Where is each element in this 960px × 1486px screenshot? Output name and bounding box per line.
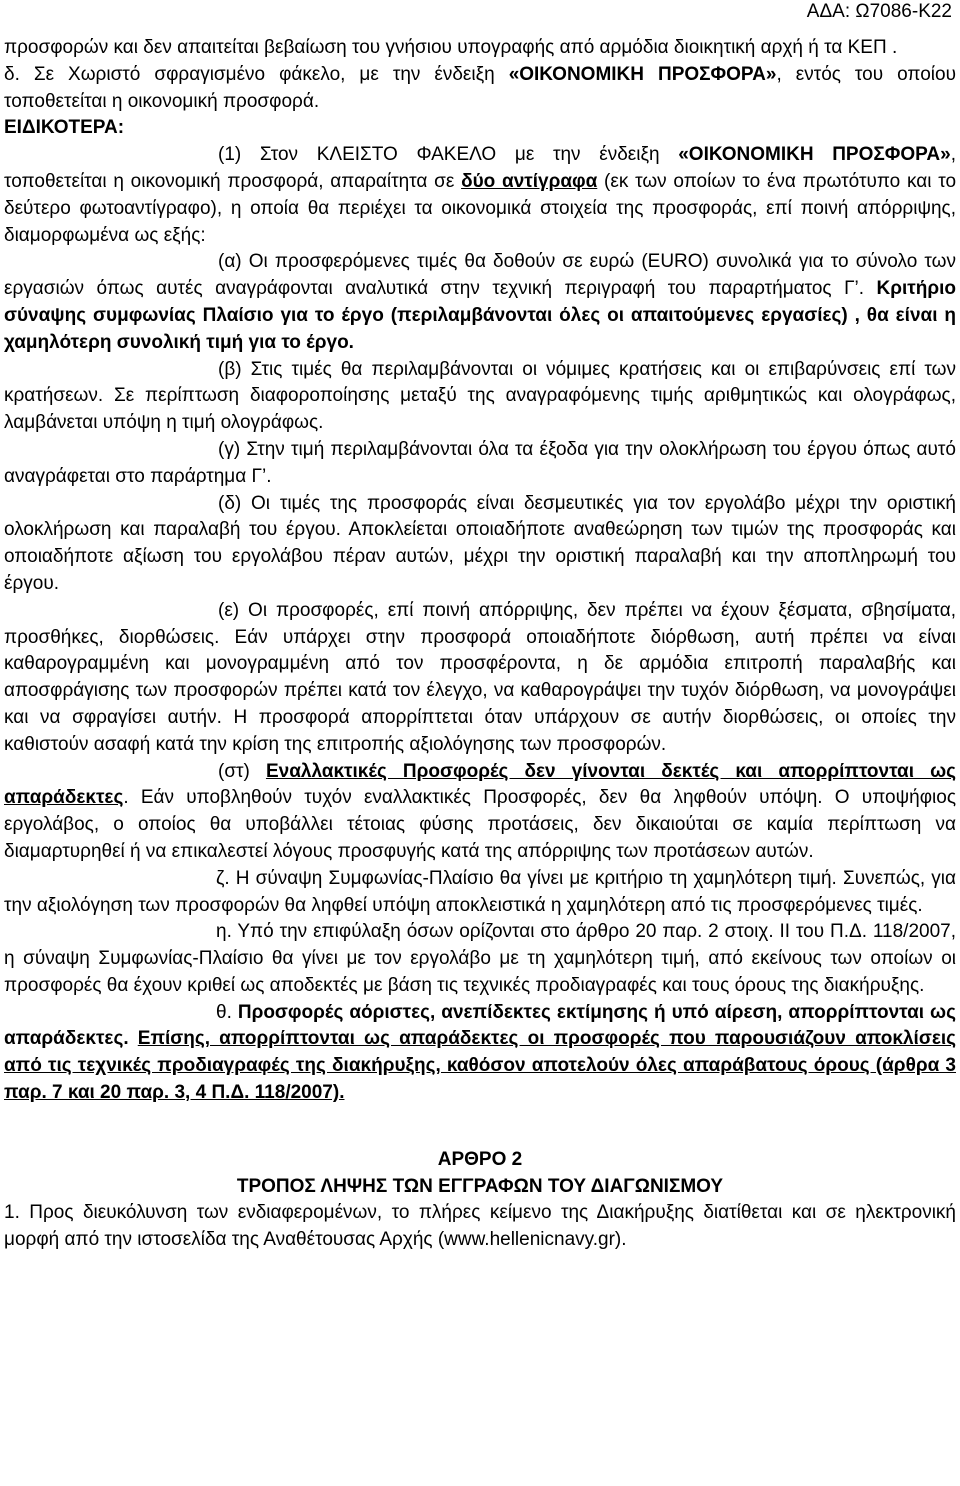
section-heading-eidikotera: ΕΙΔΙΚΟΤΕΡΑ: bbox=[4, 117, 125, 139]
document-body bbox=[4, 35, 956, 1254]
paragraph-1: (1) Στον ΚΛΕΙΣΤΟ ΦΑΚΕΛΟ με την ένδειξη «ΟΙΚΟΝΟΜΙΚΗ ΠΡΟΣΦΟΡΑ», τοποθετείται η οικονομική προσφορά, απαραίτητα σε δύο αντίγραφα (εκ των οποίων το ένα πρωτότυπο και το δεύτερο φωτοαντίγραφο), η οποία θα περιέχει τα οικονομικά στοιχεία της προσφοράς, επί ποινή απόρριψης, διαμορφωμένα ως εξής: bbox=[4, 144, 957, 246]
article-subtitle: ΤΡΟΠΟΣ ΛΗΨΗΣ ΤΩΝ ΕΓΓΡΑΦΩΝ ΤΟΥ ΔΙΑΓΩΝΙΣΜΟΥ bbox=[236, 1175, 724, 1197]
paragraph-h: η. Υπό την επιφύλαξη όσων ορίζονται στο άρθρο 20 παρ. 2 στοιχ. ΙΙ του Π.Δ. 118/2007, η σύναψη Συμφωνίας-Πλαίσιο θα γίνει με τον εργολάβο με τη χαμηλότερη τιμή, από εκείνους των οποίων οι προσφορές θα έχουν κριθεί ως αποδεκτές με βάση τις τεχνικές προδιαγραφές και τους όρους της διακήρυξης. bbox=[4, 921, 956, 996]
paragraph-a: (α) Οι προσφερόμενες τιμές θα δοθούν σε ευρώ (EURO) συνολικά για το σύνολο των εργασιών όπως αυτές αναγράφονται αναλυτικά στην τεχνική περιγραφή του παραρτήματος Γ’. Κριτήριο σύναψης συμφωνίας Πλαίσιο για το έργο (περιλαμβάνονται όλες οι απαιτούμενες εργασίες) , θα είναι η χαμηλότερη συνολική τιμή για το έργο. bbox=[4, 251, 956, 353]
paragraph-c: (γ) Στην τιμή περιλαμβάνονται όλα τα έξοδα για την ολοκλήρωση του έργου όπως αυτό αναγράφεται στο παράρτημα Γ’. bbox=[4, 438, 956, 487]
spacer bbox=[4, 1107, 956, 1147]
paragraph-e: (ε) Οι προσφορές, επί ποινή απόρριψης, δεν πρέπει να έχουν ξέσματα, σβησίματα, προσθήκες, διορθώσεις. Εάν υπάρχει στην προσφορά οποιαδήποτε διόρθωση, αυτή πρέπει να είναι καθαρογραμμένη και μονογραμμένη από τον προσφέροντα, η δε αρμόδια επιτροπή παραλαβής και αποσφράγισης των προσφορών πρέπει κατά τον έλεγχο, να καθαρογράψει την τυχόν διόρθωση, να μονογράψει και να σφραγίσει αυτήν. Η προσφορά απορρίπτεται όταν υπάρχουν σε αυτήν διορθώσεις, οι οποίες την καθιστούν ασαφή κατά την κρίση της επιτροπής αξιολόγησης των προσφορών. bbox=[4, 599, 956, 755]
paragraph-z: ζ. Η σύναψη Συμφωνίας-Πλαίσιο θα γίνει με κριτήριο τη χαμηλότερη τιμή. Συνεπώς, για την αξιολόγηση των προσφορών θα ληφθεί υπόψη αποκλειστικά η χαμηλότερη από τις προσφερόμενες τιμές. bbox=[4, 867, 956, 916]
ada-code: ΑΔΑ: Ω7086-Κ22 bbox=[806, 1, 952, 22]
article-title: ΑΡΘΡΟ 2 bbox=[437, 1148, 523, 1170]
paragraph-th: θ. Προσφορές αόριστες, ανεπίδεκτες εκτίμησης ή υπό αίρεση, απορρίπτονται ως απαράδεκτες. Επίσης, απορρίπτονται ως απαράδεκτες οι προσφορές που παρουσιάζουν αποκλίσεις από τις τεχνικές προδιαγραφές της διακήρυξης, καθόσον αποτελούν όλες απαράβατους όρους (άρθρα 3 παρ. 7 και 20 παρ. 3, 4 Π.Δ. 118/2007). bbox=[4, 1001, 956, 1104]
paragraph-delta: (δ) Οι τιμές της προσφοράς είναι δεσμευτικές για τον εργολάβο μέχρι την οριστική ολοκλήρωση και παραλαβή του έργου. Αποκλείεται οποιαδήποτε αναθεώρηση των τιμών της προσφοράς και οποιαδήποτε αξίωση του εργολάβου πέραν αυτών, μέχρι την οριστική παραλαβή και την αποπληρωμή του έργου. bbox=[4, 492, 956, 594]
paragraph-article2-1: 1. Προς διευκόλυνση των ενδιαφερομένων, το πλήρες κείμενο της Διακήρυξης διατίθεται και σε ηλεκτρονική μορφή από την ιστοσελίδα της Αναθέτουσας Αρχής (www.hellenicnavy.gr). bbox=[4, 1202, 956, 1251]
paragraph-d: δ. Σε Χωριστό σφραγισμένο φάκελο, με την ένδειξη «ΟΙΚΟΝΟΜΙΚΗ ΠΡΟΣΦΟΡΑ», εντός του οποίου τοποθετείται η οικονομική προσφορά. bbox=[4, 63, 956, 112]
paragraph-b: (β) Στις τιμές θα περιλαμβάνονται οι νόμιμες κρατήσεις και οι επιβαρύνσεις επί των κρατήσεων. Σε περίπτωση διαφοροποίησης μεταξύ της αναγραφόμενης τιμής αριθμητικώς και ολογράφως, λαμβάνεται υπόψη η τιμή ολογράφως. bbox=[4, 358, 956, 434]
paragraph-intro: προσφορών και δεν απαιτείται βεβαίωση του γνήσιου υπογραφής από αρμόδια διοικητική αρχή ή τα ΚΕΠ . bbox=[4, 37, 898, 58]
paragraph-st: (στ) Εναλλακτικές Προσφορές δεν γίνονται δεκτές και απορρίπτονται ως απαράδεκτες. Εάν υποβληθούν τυχόν εναλλακτικές Προσφορές, δεν θα ληφθούν υπόψη. Ο υποψήφιος εργολάβος, ο οποίος θα υποβάλλει τέτοιας φύσης προτάσεις, δεν δικαιούται σε καμία περίπτωση να διαμαρτυρηθεί ή να επικαλεστεί λόγους προσφυγής κατά της απόρριψης των προτάσεων αυτών. bbox=[4, 760, 956, 862]
